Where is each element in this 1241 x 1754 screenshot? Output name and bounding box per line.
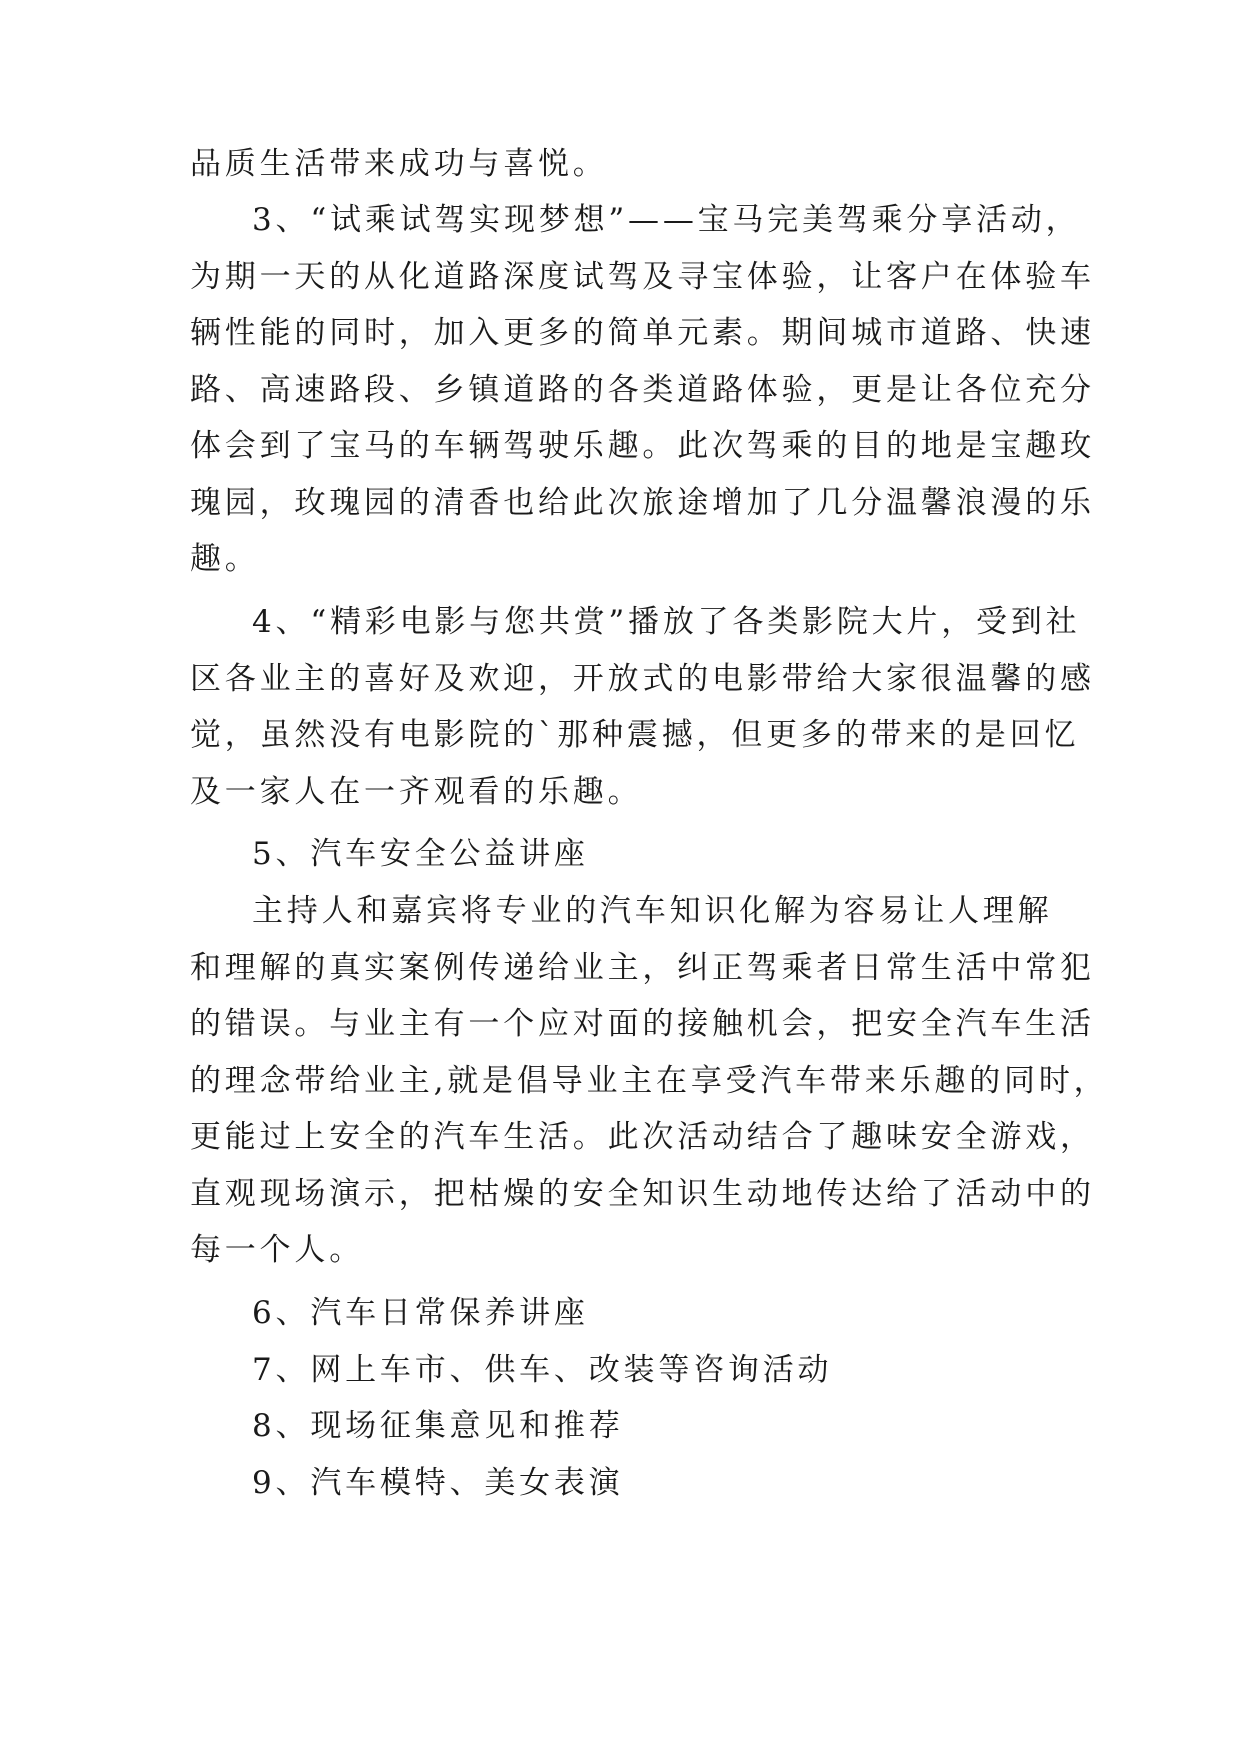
list-item: 6、汽车日常保养讲座 [252, 1295, 589, 1331]
paragraph-line: 每一个人。 [190, 1232, 364, 1268]
paragraph-line: 品质生活带来成功与喜悦。 [190, 146, 608, 182]
paragraph-line: 趣。 [190, 541, 260, 577]
paragraph-line: 4、“精彩电影与您共赏”播放了各类影院大片，受到社 [252, 604, 1081, 640]
paragraph-line: 及一家人在一齐观看的乐趣。 [190, 774, 643, 810]
paragraph-line: 的错误。与业主有一个应对面的接触机会，把安全汽车生活 [190, 1006, 1095, 1042]
paragraph-line: 直观现场演示，把枯燥的安全知识生动地传达给了活动中的 [190, 1176, 1095, 1212]
list-item: 8、现场征集意见和推荐 [252, 1408, 624, 1444]
list-item: 5、汽车安全公益讲座 [252, 836, 589, 872]
paragraph-line: 瑰园，玫瑰园的清香也给此次旅途增加了几分温馨浪漫的乐 [190, 485, 1095, 521]
paragraph-line: 区各业主的喜好及欢迎，开放式的电影带给大家很温馨的感 [190, 661, 1095, 697]
paragraph-line: 辆性能的同时，加入更多的简单元素。期间城市道路、快速 [190, 315, 1095, 351]
paragraph-line: 的理念带给业主,就是倡导业主在享受汽车带来乐趣的同时， [190, 1063, 1109, 1099]
paragraph-line: 为期一天的从化道路深度试驾及寻宝体验，让客户在体验车 [190, 259, 1095, 295]
paragraph-line: 3、“试乘试驾实现梦想”——宝马完美驾乘分享活动， [252, 202, 1081, 238]
paragraph-line: 路、高速路段、乡镇道路的各类道路体验，更是让各位充分 [190, 372, 1095, 408]
paragraph-line: 更能过上安全的汽车生活。此次活动结合了趣味安全游戏， [190, 1119, 1095, 1155]
paragraph-line: 觉，虽然没有电影院的`那种震撼，但更多的带来的是回忆 [190, 717, 1080, 753]
list-item: 9、汽车模特、美女表演 [252, 1465, 624, 1501]
paragraph-line: 和理解的真实案例传递给业主，纠正驾乘者日常生活中常犯 [190, 950, 1095, 986]
list-item: 7、网上车市、供车、改装等咨询活动 [252, 1352, 833, 1388]
paragraph-line: 主持人和嘉宾将专业的汽车知识化解为容易让人理解 [252, 893, 1053, 929]
paragraph-line: 体会到了宝马的车辆驾驶乐趣。此次驾乘的目的地是宝趣玫 [190, 428, 1095, 464]
